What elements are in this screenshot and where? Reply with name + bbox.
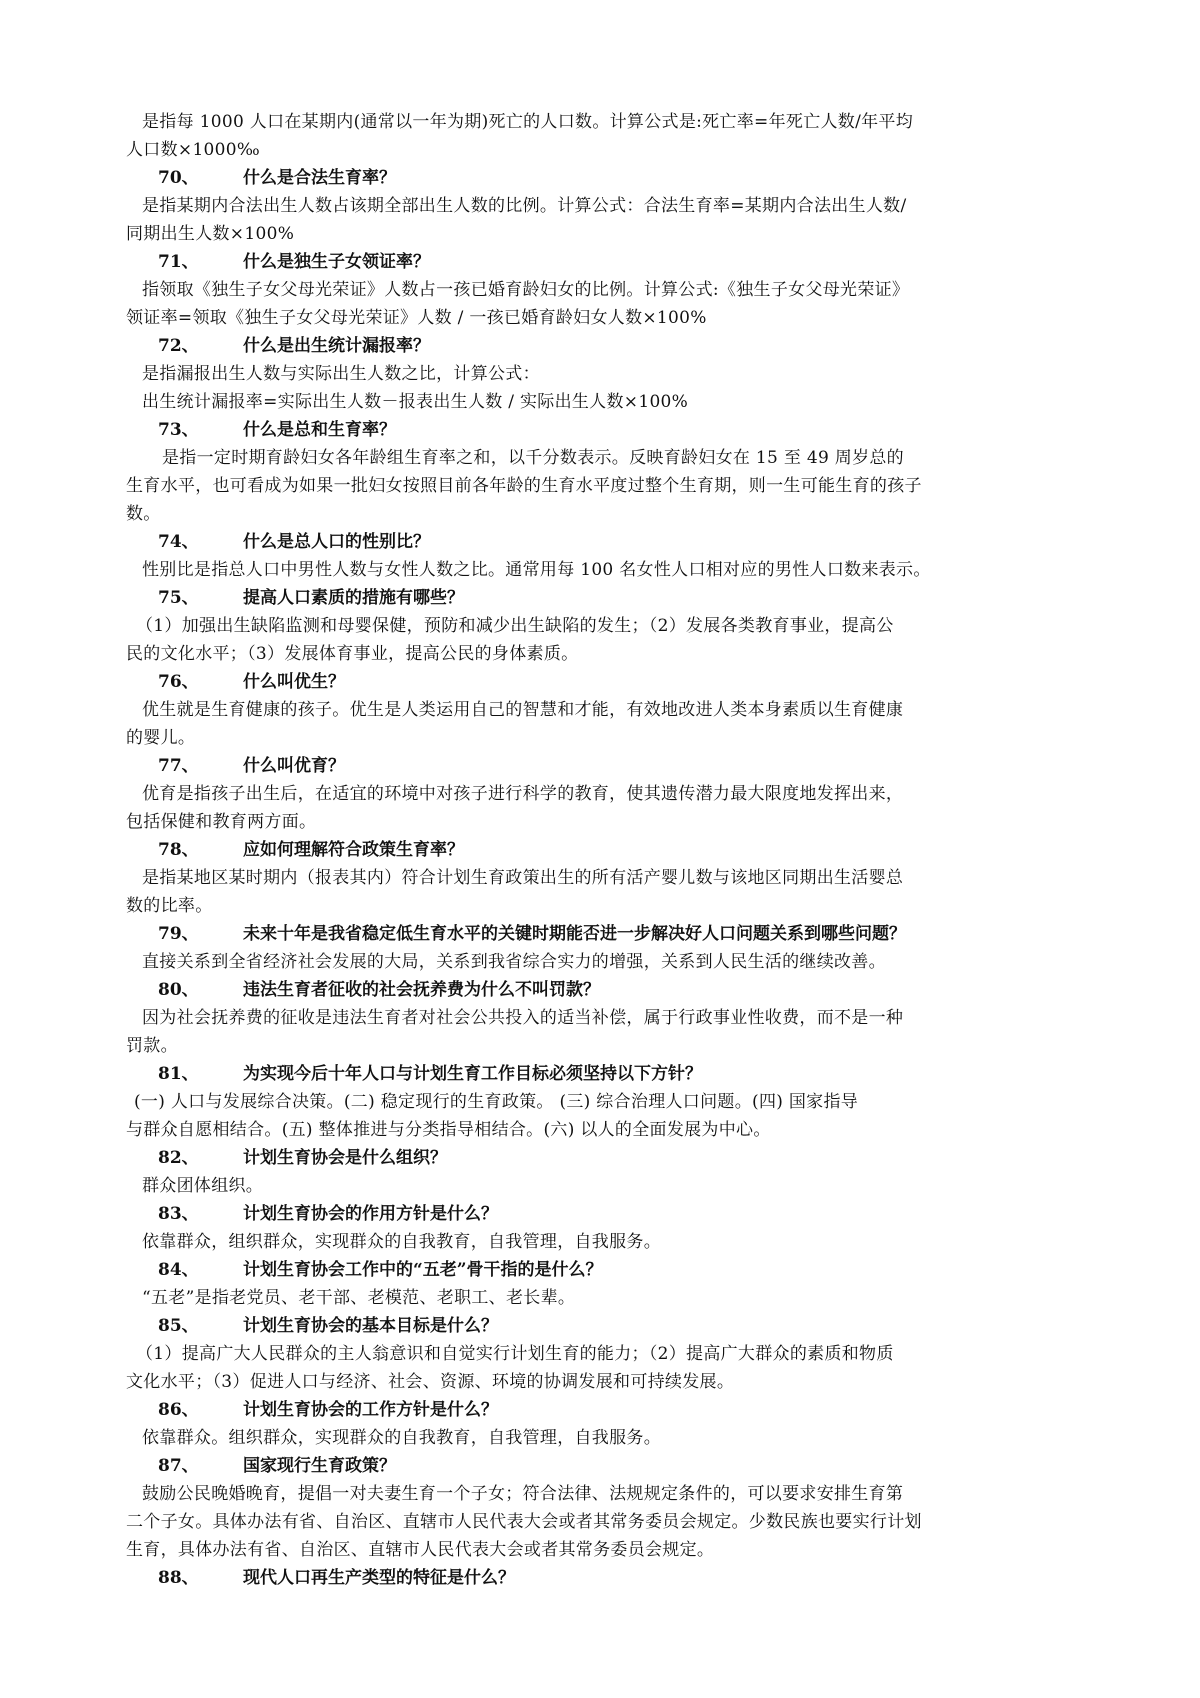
answer-text-line: 优育是指孩子出生后，在适宜的环境中对孩子进行科学的教育，使其遗传潜力最大限度地发挥出来， — [142, 784, 904, 804]
answer-text-line: 依靠群众，组织群众，实现群众的自我教育，自我管理，自我服务。 — [142, 1232, 661, 1252]
answer-text-line: 领证率=领取《独生子女父母光荣证》人数 / 一孩已婚育龄妇女人数×100% — [126, 308, 707, 328]
answer-text-line: 生育水平，也可看成为如果一批妇女按照目前各年龄的生育水平度过整个生育期，则一生可能生育的孩子 — [126, 476, 922, 496]
question-heading — [126, 416, 1094, 444]
question-number: 71、 — [158, 252, 199, 272]
question-heading — [126, 164, 1094, 192]
answer-text-line: 指领取《独生子女父母光荣证》人数占一孩已婚育龄妇女的比例。计算公式:《独生子女父母光荣证》 — [142, 280, 910, 300]
answer-text-line: 二个子女。具体办法有省、自治区、直辖市人民代表大会或者其常务委员会规定。少数民族也要实行计划 — [126, 1512, 922, 1532]
answer-text-line: 人口数×1000‰ — [126, 140, 261, 160]
answer-text-line: 文化水平；（3）促进人口与经济、社会、资源、环境的协调发展和可持续发展。 — [126, 1372, 735, 1392]
question-heading — [126, 1452, 1094, 1480]
answer-text-line: 直接关系到全省经济社会发展的大局，关系到我省综合实力的增强，关系到人民生活的继续改善。 — [142, 952, 886, 972]
answer-text-line: 性别比是指总人口中男性人数与女性人数之比。通常用每 100 名女性人口相对应的男性人口数来表示。 — [142, 560, 931, 580]
answer-text-line: 民的文化水平；（3）发展体育事业，提高公民的身体素质。 — [126, 644, 579, 664]
question-heading — [126, 1564, 1094, 1592]
answer-text-line: 包括保健和教育两方面。 — [126, 812, 317, 832]
question-number: 72、 — [158, 336, 199, 356]
question-text: 应如何理解符合政策生育率？ — [243, 840, 464, 860]
question-heading — [126, 836, 1094, 864]
answer-text-line: 是指某地区某时期内（报表其内）符合计划生育政策出生的所有活产婴儿数与该地区同期出生活婴总 — [142, 868, 904, 888]
answer-text-line: 数的比率。 — [126, 896, 213, 916]
question-number: 73、 — [158, 420, 199, 440]
question-text: 未来十年是我省稳定低生育水平的关键时期能否进一步解决好人口问题关系到哪些问题？ — [243, 924, 906, 944]
question-heading — [126, 976, 1094, 1004]
question-heading — [126, 1256, 1094, 1284]
question-number: 81、 — [158, 1064, 199, 1084]
question-heading — [126, 1396, 1094, 1424]
answer-text-line: “五老”是指老党员、老干部、老模范、老职工、老长辈。 — [142, 1288, 576, 1308]
answer-text-line: 依靠群众。组织群众，实现群众的自我教育，自我管理，自我服务。 — [142, 1428, 661, 1448]
question-number: 70、 — [158, 168, 199, 188]
question-heading — [126, 332, 1094, 360]
question-heading — [126, 1060, 1094, 1088]
answer-text-line: 鼓励公民晚婚晚育，提倡一对夫妻生育一个子女；符合法律、法规规定条件的，可以要求安排生育第 — [142, 1484, 904, 1504]
question-text: 什么是总和生育率？ — [243, 420, 396, 440]
question-number: 88、 — [158, 1568, 199, 1588]
answer-text-line: 数。 — [126, 504, 161, 524]
question-heading — [126, 1200, 1094, 1228]
answer-text-line: 因为社会抚养费的征收是违法生育者对社会公共投入的适当补偿，属于行政事业性收费，而不是一种 — [142, 1008, 904, 1028]
question-number: 83、 — [158, 1204, 199, 1224]
answer-text-line: （1）提高广大人民群众的主人翁意识和自觉实行计划生育的能力；（2）提高广大群众的素质和物质 — [136, 1344, 894, 1364]
question-number: 78、 — [158, 840, 199, 860]
question-heading — [126, 584, 1094, 612]
question-number: 79、 — [158, 924, 199, 944]
question-text: 什么是总人口的性别比？ — [243, 532, 430, 552]
question-text: 什么是合法生育率？ — [243, 168, 396, 188]
answer-text-line: （1）加强出生缺陷监测和母婴保健，预防和减少出生缺陷的发生；（2）发展各类教育事业，提高公 — [136, 616, 894, 636]
question-heading — [126, 1312, 1094, 1340]
answer-text-line: 优生就是生育健康的孩子。优生是人类运用自己的智慧和才能，有效地改进人类本身素质以生育健康 — [142, 700, 904, 720]
answer-text-line: 罚款。 — [126, 1036, 178, 1056]
answer-text-line: 出生统计漏报率=实际出生人数－报表出生人数 / 实际出生人数×100% — [142, 392, 689, 412]
question-text: 什么是独生子女领证率？ — [243, 252, 430, 272]
question-text: 什么是出生统计漏报率？ — [243, 336, 430, 356]
answer-text-line: 是指某期内合法出生人数占该期全部出生人数的比例。计算公式：合法生育率=某期内合法出生人数/ — [142, 196, 907, 216]
answer-text-line: 的婴儿。 — [126, 728, 196, 748]
question-text: 计划生育协会的作用方针是什么？ — [243, 1204, 498, 1224]
question-text: 现代人口再生产类型的特征是什么？ — [243, 1568, 515, 1588]
answer-text-line: 群众团体组织。 — [142, 1176, 264, 1196]
question-number: 76、 — [158, 672, 199, 692]
question-text: 什么叫优育？ — [243, 756, 345, 776]
question-number: 74、 — [158, 532, 199, 552]
question-number: 80、 — [158, 980, 199, 1000]
question-heading — [126, 752, 1094, 780]
question-heading — [126, 920, 1094, 948]
answer-text-line: (一) 人口与发展综合决策。(二) 稳定现行的生育政策。 (三) 综合治理人口问题。(四) 国家指导 — [134, 1092, 859, 1112]
answer-text-line: 生育，具体办法有省、自治区、直辖市人民代表大会或者其常务委员会规定。 — [126, 1540, 715, 1560]
question-text: 为实现今后十年人口与计划生育工作目标必须坚持以下方针？ — [243, 1064, 702, 1084]
question-heading — [126, 528, 1094, 556]
question-heading — [126, 248, 1094, 276]
answer-text-line: 同期出生人数×100% — [126, 224, 295, 244]
question-text: 计划生育协会的基本目标是什么？ — [243, 1316, 498, 1336]
question-number: 77、 — [158, 756, 199, 776]
answer-text-line: 是指漏报出生人数与实际出生人数之比，计算公式： — [142, 364, 540, 384]
question-heading — [126, 668, 1094, 696]
question-text: 违法生育者征收的社会抚养费为什么不叫罚款？ — [243, 980, 600, 1000]
question-text: 什么叫优生？ — [243, 672, 345, 692]
question-number: 82、 — [158, 1148, 199, 1168]
question-text: 提高人口素质的措施有哪些？ — [243, 588, 464, 608]
question-text: 计划生育协会的工作方针是什么？ — [243, 1400, 498, 1420]
question-number: 86、 — [158, 1400, 199, 1420]
question-text: 计划生育协会工作中的“五老”骨干指的是什么？ — [243, 1260, 603, 1280]
question-heading — [126, 1144, 1094, 1172]
question-number: 84、 — [158, 1260, 199, 1280]
answer-text-line: 是指每 1000 人口在某期内(通常以一年为期)死亡的人口数。计算公式是:死亡率=年死亡人数/年平均 — [142, 112, 914, 132]
question-number: 85、 — [158, 1316, 199, 1336]
answer-text-line: 是指一定时期育龄妇女各年龄组生育率之和，以千分数表示。反映育龄妇女在 15 至 49 周岁总的 — [162, 448, 904, 468]
answer-text-line: 与群众自愿相结合。(五) 整体推进与分类指导相结合。(六) 以人的全面发展为中心。 — [126, 1120, 771, 1140]
question-number: 87、 — [158, 1456, 199, 1476]
question-number: 75、 — [158, 588, 199, 608]
question-text: 国家现行生育政策？ — [243, 1456, 396, 1476]
question-text: 计划生育协会是什么组织？ — [243, 1148, 447, 1168]
document-body — [126, 108, 1094, 1592]
